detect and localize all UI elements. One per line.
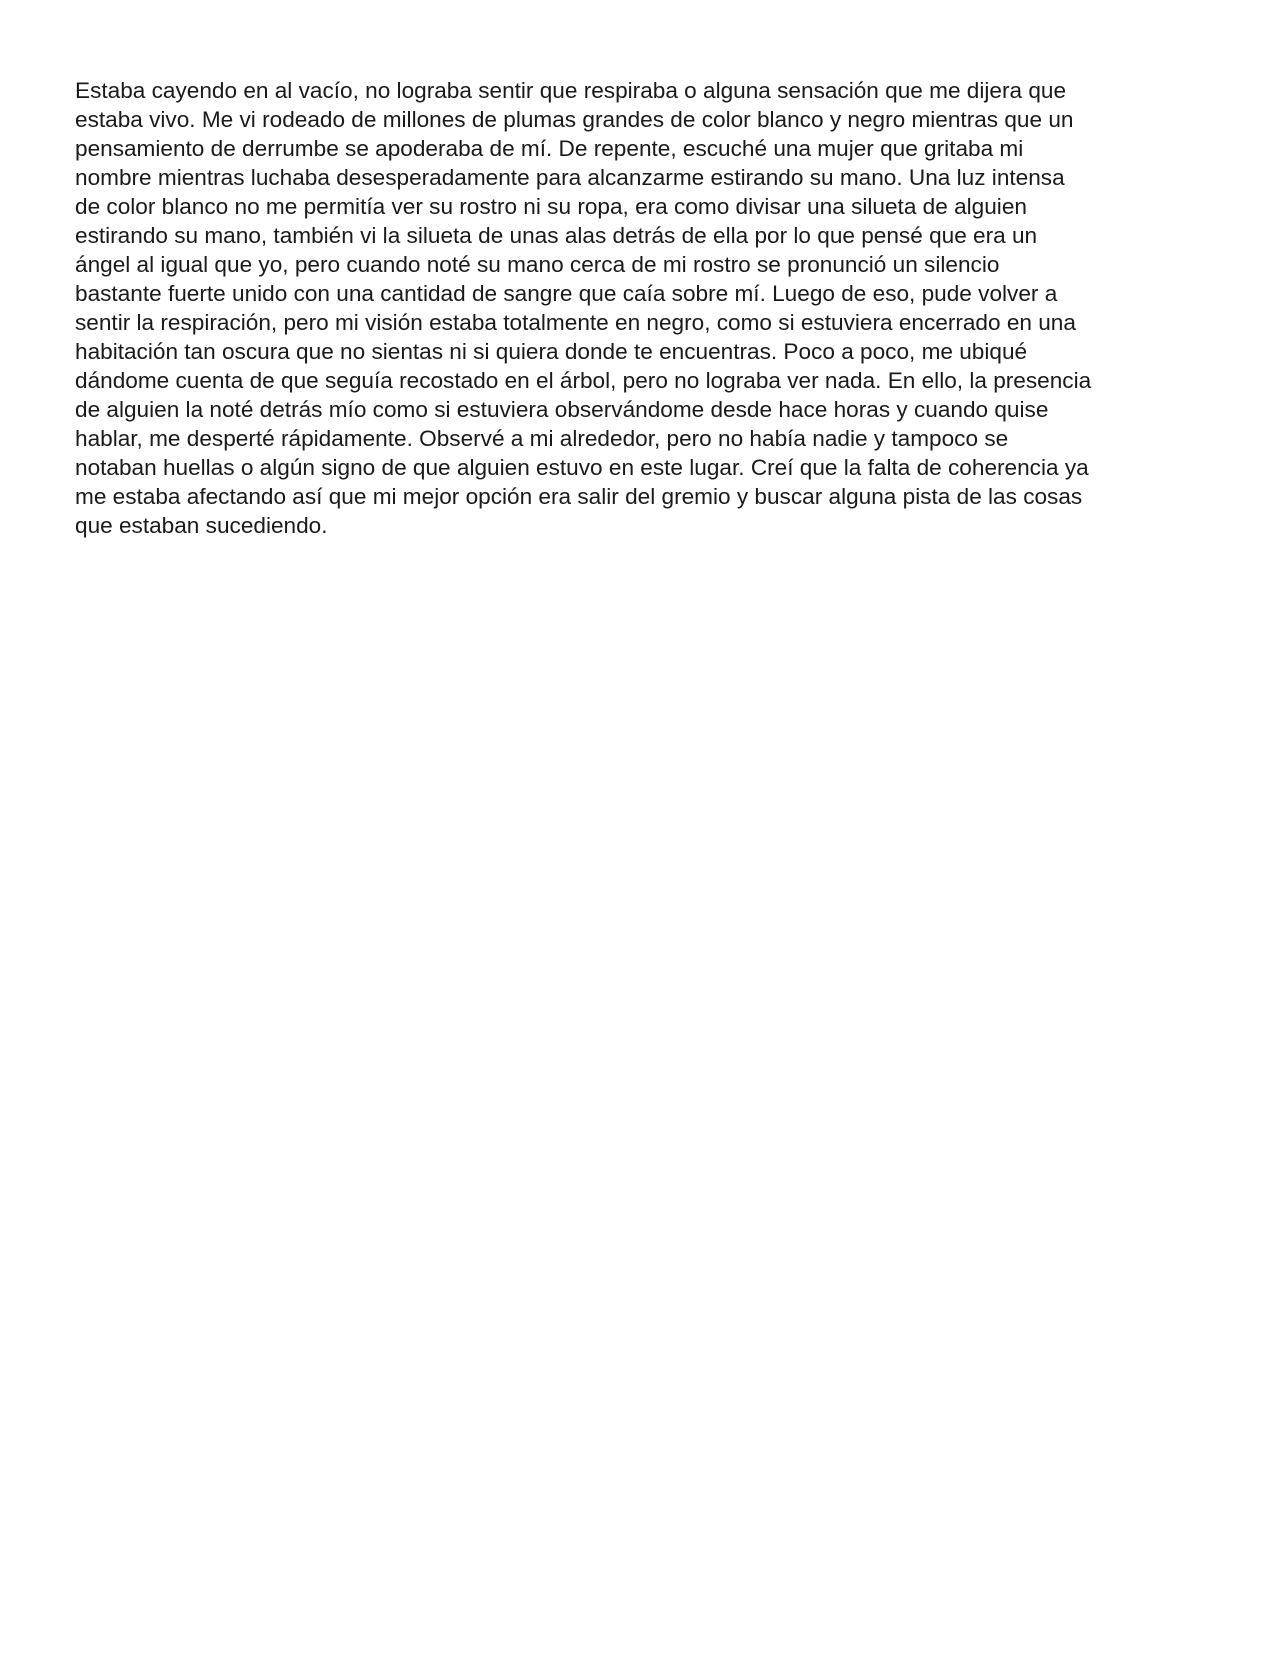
paragraph-line: de color blanco no me permitía ver su rostro ni su ropa, era como divisar una silueta de alguien — [75, 194, 1027, 219]
paragraph-line: me estaba afectando así que mi mejor opción era salir del gremio y buscar alguna pista de las cosas — [75, 484, 1083, 509]
paragraph-line: Estaba cayendo en al vacío, no lograba sentir que respiraba o alguna sensación que me dijera que — [75, 78, 1067, 103]
paragraph-line: de alguien la noté detrás mío como si estuviera observándome desde hace horas y cuando quise — [75, 397, 1049, 422]
body-paragraph — [75, 76, 1215, 540]
paragraph-line: nombre mientras luchaba desesperadamente para alcanzarme estirando su mano. Una luz intensa — [75, 165, 1065, 190]
paragraph-line: que estaban sucediendo. — [75, 513, 328, 538]
paragraph-line: pensamiento de derrumbe se apoderaba de mí. De repente, escuché una mujer que gritaba mi — [75, 136, 1024, 161]
paragraph-line: habitación tan oscura que no sientas ni si quiera donde te encuentras. Poco a poco, me ubiqué — [75, 339, 1028, 364]
paragraph-line: ángel al igual que yo, pero cuando noté su mano cerca de mi rostro se pronunció un silencio — [75, 252, 1000, 277]
paragraph-line: hablar, me desperté rápidamente. Observé a mi alrededor, pero no había nadie y tampoco se — [75, 426, 1009, 451]
paragraph-line: notaban huellas o algún signo de que alguien estuvo en este lugar. Creí que la falta de coherencia ya — [75, 455, 1089, 480]
paragraph-line: estaba vivo. Me vi rodeado de millones de plumas grandes de color blanco y negro mientras que un — [75, 107, 1074, 132]
paragraph-line: estirando su mano, también vi la silueta de unas alas detrás de ella por lo que pensé que era un — [75, 223, 1038, 248]
paragraph-line: dándome cuenta de que seguía recostado en el árbol, pero no lograba ver nada. En ello, la presencia — [75, 368, 1092, 393]
paragraph-line: sentir la respiración, pero mi visión estaba totalmente en negro, como si estuviera encerrado en una — [75, 310, 1076, 335]
paragraph-line: bastante fuerte unido con una cantidad de sangre que caía sobre mí. Luego de eso, pude volver a — [75, 281, 1058, 306]
